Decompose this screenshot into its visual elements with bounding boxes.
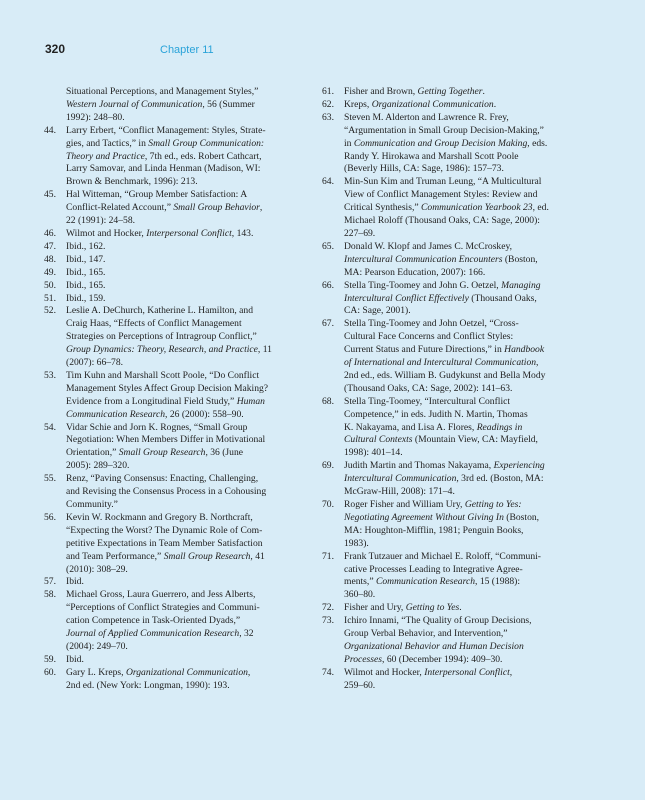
note-text <box>344 99 576 112</box>
note-entry <box>322 112 576 177</box>
note-entry <box>44 293 299 306</box>
note-line: 2nd ed. (New York: Longman, 1990): 193. <box>66 679 230 691</box>
notes-column-left <box>44 86 299 693</box>
note-text <box>344 280 576 319</box>
note-line: 2nd ed., eds. William B. Gudykunst and Bella Mody <box>344 369 546 381</box>
note-line: 1992): 248–80. <box>66 111 125 123</box>
note-continuation <box>44 86 299 125</box>
note-line: Ibid., 165. <box>66 266 106 278</box>
note-line: Intercultural Communication Encounters (Boston, <box>344 253 538 265</box>
note-line: Donald W. Klopf and James C. McCroskey, <box>344 240 513 252</box>
note-line: gies, and Tactics,” in Small Group Communication: <box>66 137 265 149</box>
note-line: Ibid., 165. <box>66 279 106 291</box>
note-line: petitive Expectations in Team Member Satisfaction <box>66 537 263 549</box>
note-entry <box>44 125 299 190</box>
note-line: Frank Tutzauer and Michael E. Roloff, “Communi- <box>344 550 541 562</box>
note-number: 51. <box>44 292 56 304</box>
note-line: MA: Pearson Education, 2007): 166. <box>344 266 486 278</box>
note-number: 64. <box>322 176 334 188</box>
note-line: Larry Samovar, and Linda Henman (Madison, WI: <box>66 163 261 175</box>
note-text <box>66 228 299 241</box>
notes-column-right <box>322 86 576 693</box>
note-text <box>66 576 299 589</box>
note-line: Stella Ting-Toomey and John Oetzel, “Cross- <box>344 318 519 330</box>
note-text <box>66 654 299 667</box>
note-line: Craig Haas, “Effects of Conflict Management <box>66 318 242 330</box>
note-line: Situational Perceptions, and Management Styles,” <box>66 86 259 97</box>
note-line: Community.” <box>66 499 118 510</box>
note-line: Hal Witteman, “Group Member Satisfaction: A <box>66 189 248 201</box>
note-line: 360–80. <box>344 589 376 601</box>
note-text <box>66 667 299 693</box>
note-line: ments,” Communication Research, 15 (1988): <box>344 576 521 588</box>
note-line: Western Journal of Communication, 56 (Summer <box>66 98 255 110</box>
note-line: Michael Gross, Laura Guerrero, and Jess Alberts, <box>66 589 256 601</box>
note-line: Cultural Face Concerns and Conflict Styles: <box>344 331 514 343</box>
note-text <box>66 280 299 293</box>
note-text <box>66 473 299 512</box>
note-entry <box>322 396 576 461</box>
note-number: 58. <box>44 589 56 601</box>
note-number: 69. <box>322 460 334 472</box>
note-line: Intercultural Communication, 3rd ed. (Boston, MA: <box>344 473 544 485</box>
note-line: Conflict-Related Account,” Small Group Behavior, <box>66 202 263 214</box>
note-entry <box>322 176 576 241</box>
note-line: “Argumentation in Small Group Decision-Making,” <box>344 124 544 136</box>
note-number: 74. <box>322 666 334 678</box>
note-line: of International and Intercultural Communication, <box>344 357 539 369</box>
note-line: Wilmot and Hocker, Interpersonal Conflict, 143. <box>66 227 254 239</box>
note-entry <box>44 473 299 512</box>
note-line: Kreps, Organizational Communication. <box>344 98 497 110</box>
note-entry <box>322 318 576 395</box>
note-line: Wilmot and Hocker, Interpersonal Conflict, <box>344 666 513 678</box>
note-line: 2005): 289–320. <box>66 460 130 472</box>
note-text <box>66 293 299 306</box>
note-line: Communication Research, 26 (2000): 558–90. <box>66 408 244 420</box>
note-line: Steven M. Alderton and Lawrence R. Frey, <box>344 111 509 123</box>
note-entry <box>44 667 299 693</box>
note-text <box>344 667 576 693</box>
note-line: Management Styles Affect Group Decision Making? <box>66 382 269 394</box>
note-text <box>344 86 576 99</box>
note-text <box>66 422 299 474</box>
note-line: 1983). <box>344 537 369 549</box>
note-line: CA: Sage, 2001). <box>344 305 411 317</box>
note-line: Negotiating Agreement Without Giving In (Boston, <box>344 511 540 523</box>
note-line: Renz, “Paving Consensus: Enacting, Challenging, <box>66 473 259 485</box>
note-number: 73. <box>322 615 334 627</box>
note-line: Leslie A. DeChurch, Katherine L. Hamilton, and <box>66 305 254 317</box>
note-entry <box>44 512 299 577</box>
note-line: MA: Houghton-Mifflin, 1981; Penguin Books, <box>344 524 524 536</box>
note-line: Min-Sun Kim and Truman Leung, “A Multicultural <box>344 176 542 188</box>
note-number: 46. <box>44 227 56 239</box>
note-line: (2004): 249–70. <box>66 640 128 652</box>
note-number: 67. <box>322 318 334 330</box>
note-line: cative Processes Leading to Integrative Agree- <box>344 563 523 575</box>
note-number: 68. <box>322 395 334 407</box>
note-number: 59. <box>44 653 56 665</box>
note-text <box>344 499 576 551</box>
note-number: 65. <box>322 240 334 252</box>
note-line: Brown & Benchmark, 1996): 213. <box>66 176 198 188</box>
note-line: Ibid. <box>66 653 84 665</box>
note-entry <box>44 241 299 254</box>
note-line: Fisher and Ury, Getting to Yes. <box>344 602 462 614</box>
note-text <box>66 305 299 370</box>
page-number: 320 <box>45 42 66 56</box>
note-entry <box>322 86 576 99</box>
note-line: (Thousand Oaks, CA: Sage, 2002): 141–63. <box>344 382 513 394</box>
note-line: Ibid. <box>66 576 84 588</box>
note-number: 55. <box>44 473 56 485</box>
note-number: 63. <box>322 111 334 123</box>
note-line: 259–60. <box>344 679 376 691</box>
note-number: 60. <box>44 666 56 678</box>
note-entry <box>322 99 576 112</box>
note-entry <box>44 267 299 280</box>
note-line: Ichiro Innami, “The Quality of Group Decisions, <box>344 615 532 627</box>
note-line: Orientation,” Small Group Research, 36 (June <box>66 447 244 459</box>
note-line: Cultural Contexts (Mountain View, CA: Mayfield, <box>344 434 538 446</box>
note-line: Current Status and Future Directions,” in Handbook <box>344 344 545 356</box>
note-entry <box>322 551 576 603</box>
note-entry <box>44 576 299 589</box>
note-line: Ibid., 162. <box>66 240 106 252</box>
note-number: 61. <box>322 86 334 97</box>
note-line: K. Nakayama, and Lisa A. Flores, Readings in <box>344 421 523 433</box>
note-number: 62. <box>322 98 334 110</box>
note-line: Journal of Applied Communication Research, 32 <box>66 628 254 640</box>
chapter-label: Chapter 11 <box>160 44 214 56</box>
note-text <box>66 254 299 267</box>
note-line: and Team Performance,” Small Group Research, 41 <box>66 550 265 562</box>
note-text <box>344 551 576 603</box>
note-entry <box>44 589 299 654</box>
note-line: Group Verbal Behavior, and Intervention,” <box>344 628 508 640</box>
note-line: Tim Kuhn and Marshall Scott Poole, “Do Conflict <box>66 369 260 381</box>
note-entry <box>44 189 299 228</box>
note-line: Kevin W. Rockmann and Gregory B. Northcraft, <box>66 511 253 523</box>
note-line: 227–69. <box>344 227 376 239</box>
note-number: 52. <box>44 305 56 317</box>
note-line: McGraw-Hill, 2008): 171–4. <box>344 486 455 498</box>
note-number: 57. <box>44 576 56 588</box>
note-text <box>66 189 299 228</box>
note-text <box>66 267 299 280</box>
note-line: cation Competence in Task-Oriented Dyads,” <box>66 615 241 627</box>
note-text <box>344 602 576 615</box>
note-text <box>344 176 576 241</box>
note-entry <box>322 499 576 551</box>
note-text <box>344 318 576 395</box>
note-entry <box>322 615 576 667</box>
note-line: Roger Fisher and William Ury, Getting to Yes: <box>344 499 522 510</box>
note-text <box>344 460 576 499</box>
note-line: Judith Martin and Thomas Nakayama, Experiencing <box>344 460 545 472</box>
note-line: Theory and Practice, 7th ed., eds. Robert Cathcart, <box>66 150 262 162</box>
note-line: in Communication and Group Decision Making, eds. <box>344 137 548 149</box>
note-line: Group Dynamics: Theory, Research, and Practice, 11 <box>66 344 272 356</box>
note-number: 72. <box>322 602 334 614</box>
note-line: Intercultural Conflict Effectively (Thousand Oaks, <box>344 292 537 304</box>
note-text <box>344 241 576 280</box>
note-entry <box>44 254 299 267</box>
note-number: 45. <box>44 189 56 201</box>
note-number: 50. <box>44 279 56 291</box>
note-entry <box>44 305 299 370</box>
note-text <box>344 112 576 177</box>
note-line: Processes, 60 (December 1994): 409–30. <box>344 653 503 665</box>
page-header <box>45 42 214 58</box>
note-line: Larry Erbert, “Conflict Management: Styles, Strate- <box>66 124 266 136</box>
note-line: Negotiation: When Members Differ in Motivational <box>66 434 266 446</box>
note-entry <box>44 654 299 667</box>
note-line: Strategies on Perceptions of Intragroup Conflict,” <box>66 331 257 343</box>
note-line: (2010): 308–29. <box>66 563 128 575</box>
note-entry <box>322 460 576 499</box>
note-line: Vidar Schie and Jorn K. Rognes, “Small Group <box>66 421 248 433</box>
note-line: Evidence from a Longitudinal Field Study,” Human <box>66 395 265 407</box>
note-text <box>344 396 576 461</box>
note-line: (Beverly Hills, CA: Sage, 1986): 157–73. <box>344 163 504 175</box>
note-entry <box>322 667 576 693</box>
note-number: 71. <box>322 550 334 562</box>
note-line: Stella Ting-Toomey and John G. Oetzel, Managing <box>344 279 541 291</box>
note-entry <box>44 370 299 422</box>
note-text <box>66 125 299 190</box>
note-line: 1998): 401–14. <box>344 447 403 459</box>
note-number: 48. <box>44 253 56 265</box>
note-line: Competence,” in eds. Judith N. Martin, Thomas <box>344 408 528 420</box>
note-number: 66. <box>322 279 334 291</box>
note-entry <box>322 602 576 615</box>
note-entry <box>322 241 576 280</box>
note-entry <box>322 280 576 319</box>
note-number: 49. <box>44 266 56 278</box>
note-line: Randy Y. Hirokawa and Marshall Scott Poole <box>344 150 519 162</box>
note-text <box>66 512 299 577</box>
note-text <box>66 370 299 422</box>
note-line: Ibid., 159. <box>66 292 106 304</box>
note-number: 56. <box>44 511 56 523</box>
note-line: 22 (1991): 24–58. <box>66 215 136 227</box>
note-line: Michael Roloff (Thousand Oaks, CA: Sage, 2000): <box>344 215 540 227</box>
note-line: Gary L. Kreps, Organizational Communication, <box>66 666 251 678</box>
note-line: View of Conflict Management Styles: Review and <box>344 189 538 201</box>
note-text <box>344 615 576 667</box>
note-line: Ibid., 147. <box>66 253 106 265</box>
note-entry <box>44 228 299 241</box>
note-line: Stella Ting-Toomey, “Intercultural Conflict <box>344 395 511 407</box>
note-line: Organizational Behavior and Human Decision <box>344 640 524 652</box>
note-text <box>66 241 299 254</box>
note-text <box>66 589 299 654</box>
note-line: Fisher and Brown, Getting Together. <box>344 86 485 97</box>
note-line: Critical Synthesis,” Communication Yearbook 23, ed. <box>344 202 549 214</box>
note-number: 44. <box>44 124 56 136</box>
note-number: 54. <box>44 421 56 433</box>
note-number: 70. <box>322 499 334 510</box>
note-number: 47. <box>44 240 56 252</box>
note-entry <box>44 422 299 474</box>
note-line: (2007): 66–78. <box>66 357 124 369</box>
note-number: 53. <box>44 369 56 381</box>
note-line: and Revising the Consensus Process in a Cohousing <box>66 486 267 498</box>
note-entry <box>44 280 299 293</box>
note-line: “Expecting the Worst? The Dynamic Role of Com- <box>66 524 263 536</box>
note-line: “Perceptions of Conflict Strategies and Communi- <box>66 602 260 614</box>
